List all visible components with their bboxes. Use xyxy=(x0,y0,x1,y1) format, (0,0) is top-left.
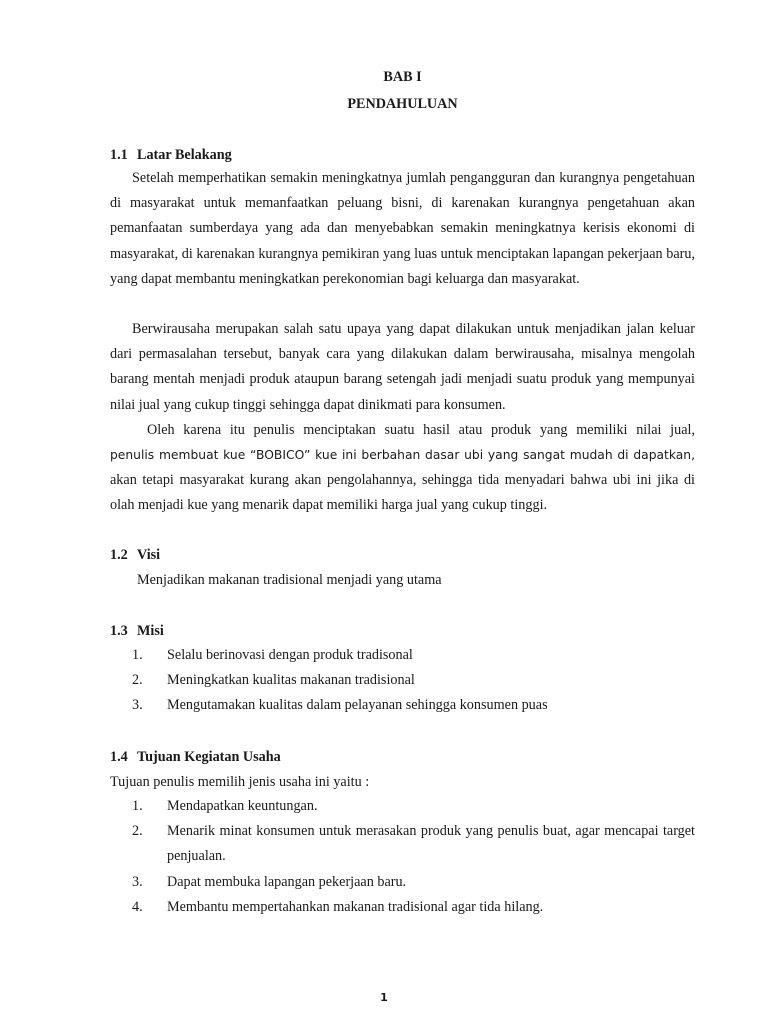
paragraph-latar-belakang-3-line2: penulis membuat kue “BOBICO” kue ini berbahan dasar ubi yang sangat mudah di dapatkan, xyxy=(110,448,695,462)
section-heading-visi xyxy=(110,546,160,564)
list-item: 1. Mendapatkan keuntungan. xyxy=(132,798,318,814)
list-item: 3. Dapat membuka lapangan pekerjaan baru. xyxy=(132,873,407,890)
list-item: 2. Menarik minat konsumen untuk merasakan produk yang penulis buat, agar mencapai target penjualan. xyxy=(132,823,695,865)
page-number: 1 xyxy=(380,991,388,1004)
section-number: 1.4 xyxy=(110,749,128,765)
list-item: 2. Meningkatkan kualitas makanan tradisional xyxy=(132,672,415,689)
section-number: 1.2 xyxy=(110,547,128,563)
list-item: 4. Membantu mempertahankan makanan tradisional agar tida hilang. xyxy=(132,898,544,915)
tujuan-list xyxy=(110,794,695,920)
tujuan-intro: Tujuan penulis memilih jenis usaha ini yaitu : xyxy=(110,774,370,790)
section-title: Misi xyxy=(137,623,164,639)
paragraph-latar-belakang-3-rest: akan tetapi masyarakat kurang akan pengolahannya, sehingga tida menyadari bahwa ubi ini jika di olah menjadi kue yang menarik dapat memiliki harga jual yang cukup tinggi. xyxy=(110,472,695,514)
section-title: Visi xyxy=(137,547,161,563)
section-number: 1.1 xyxy=(110,147,128,163)
section-heading-misi xyxy=(110,622,164,640)
visi-text: Menjadikan makanan tradisional menjadi yang utama xyxy=(137,572,442,588)
section-number: 1.3 xyxy=(110,623,128,639)
section-heading-latar-belakang xyxy=(110,146,232,164)
section-heading-tujuan xyxy=(110,748,281,766)
section-title: Latar Belakang xyxy=(137,147,232,163)
chapter-title: PENDAHULUAN xyxy=(347,96,458,112)
list-item: 3. Mengutamakan kualitas dalam pelayanan sehingga konsumen puas xyxy=(132,697,548,714)
paragraph-latar-belakang-1: Setelah memperhatikan semakin meningkatnya jumlah pengangguran dan kurangnya pengetahuan di masyarakat untuk memanfaatkan peluang bisni, di karenakan kurangnya pengetahuan akan pemanfaatan sumberdaya yang ada dan menyebabkan semakin meningkatnya kerisis ekonomi di masyarakat, di karenakan kurangnya pemikiran yang luas untuk menciptakan lapangan pekerjaan baru, yang dapat membantu meningkatkan perekonomian bagi keluarga dan masyarakat. xyxy=(110,170,695,287)
chapter-label: BAB I xyxy=(383,69,422,85)
paragraph-latar-belakang-3-line1: Oleh karena itu penulis menciptakan suatu hasil atau produk yang memiliki nilai jual, xyxy=(147,422,695,438)
section-title: Tujuan Kegiatan Usaha xyxy=(137,749,281,765)
list-item: 1. Selalu berinovasi dengan produk tradisonal xyxy=(132,647,413,663)
misi-list xyxy=(110,643,695,719)
paragraph-latar-belakang-2: Berwirausaha merupakan salah satu upaya yang dapat dilakukan untuk menjadikan jalan keluar dari permasalahan tersebut, banyak cara yang dilakukan dalam berwirausaha, misalnya mengolah barang mentah menjadi produk ataupun barang setengah jadi menjadi suatu produk yang mempunyai nilai jual yang cukup tinggi sehingga dapat dinikmati para konsumen. xyxy=(110,321,695,413)
